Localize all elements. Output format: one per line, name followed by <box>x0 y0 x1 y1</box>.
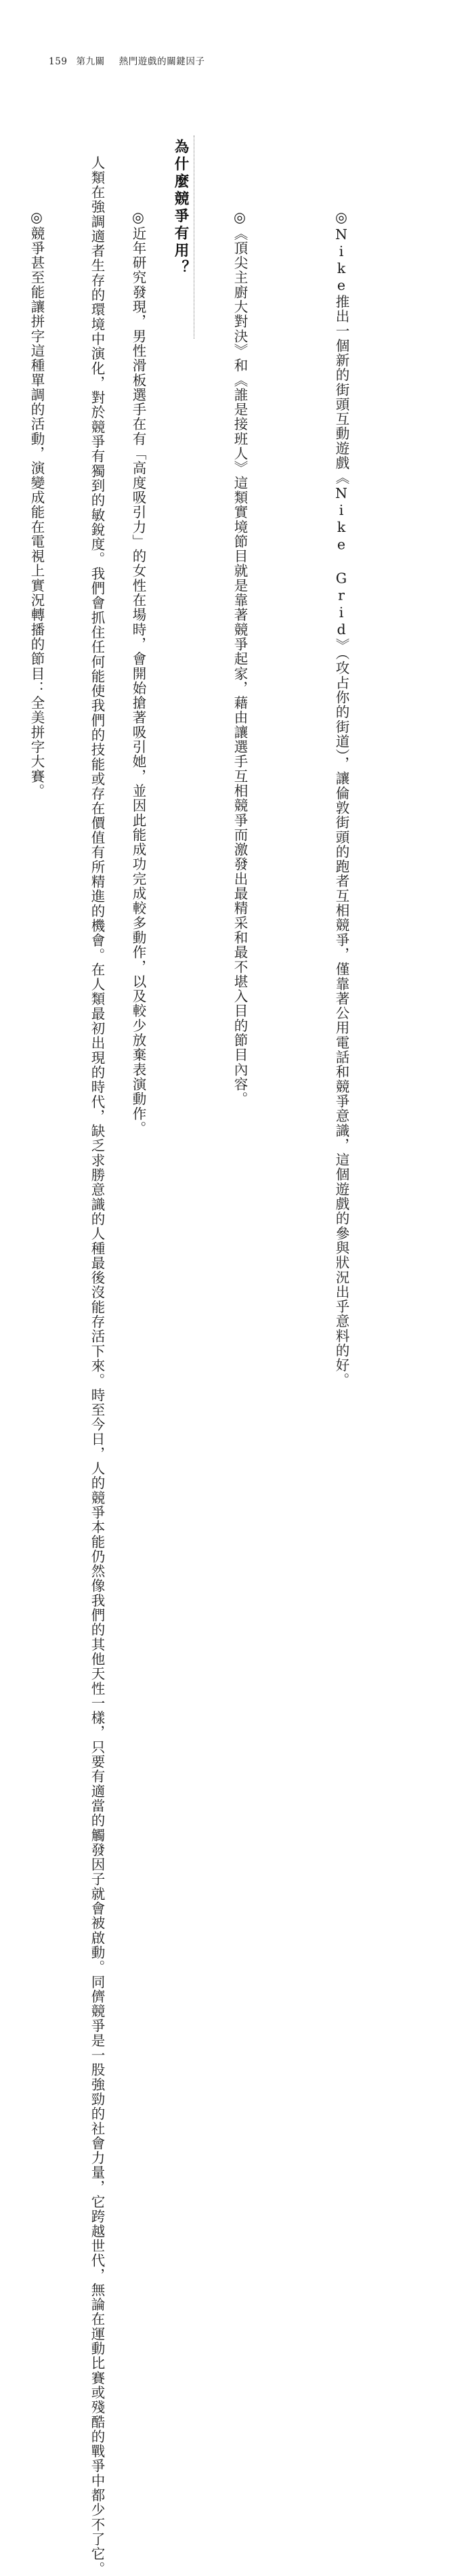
bullet-text: ◎近年研究發現，男性滑板選手在有「高度吸引力」的女性在場時，會開始搶著吸引她，並因此能成功完成較多動作，以及較少放棄表演動作。 <box>130 209 146 1136</box>
bullet-text: ◎競爭甚至能讓拼字這種單調的活動，演變成能在電視上實況轉播的節目：全美拼字大賽。 <box>28 209 45 799</box>
section-heading: 為什麼競爭有用？ <box>172 139 189 277</box>
chapter-title: 熱門遊戲的關鍵因子 <box>119 56 205 67</box>
bullet-text: ◎Nike推出一個新的街頭互動遊戲《Nike Grid》（攻占你的街道），讓倫敦街頭的跑者互相競爭，僅靠著公用電話和競爭意識，這個遊戲的參與狀況出乎意料的好。 <box>333 209 349 1388</box>
body-paragraph: 人類在強調適者生存的環境中演化，對於競爭有獨到的敏銳度。我們會抓住任何能使我們的技能或存在價值有所精進的機會。在人類最初出現的時代，缺乏求勝意識的人種最後沒能存活下來。時至今日，人的競爭本能仍然像我們的其他天性一樣，只要有適當的觸發因子就會被啟動。同儕競爭是一股強勁的社會力量，它跨越世代，無論在運動比賽或殘酷的戰爭中都少不了它。 <box>89 141 105 2576</box>
bullet-text: ◎《頂尖主廚大對決》和《誰是接班人》這類實境節目就是靠著競爭起家，藉由讓選手互相競爭而激發出最精采和最不堪入目的節目內容。 <box>232 209 248 1106</box>
bullet-item-nike-grid <box>311 141 372 1388</box>
chapter-label: 第九關 <box>76 56 105 67</box>
running-head <box>49 54 205 67</box>
page-number: 159 <box>49 56 68 67</box>
bullet-item-spelling-bee <box>6 141 67 799</box>
bullet-item-reality-shows <box>209 141 270 1106</box>
